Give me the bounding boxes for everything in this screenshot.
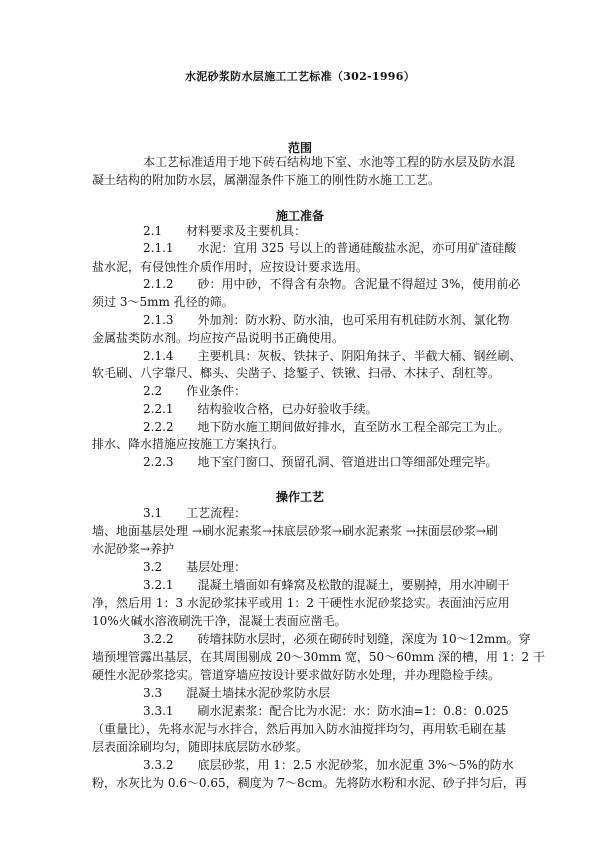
text-line: 2.2 作业条件： <box>143 384 247 398</box>
text-line: 须过 3～5mm 孔径的筛。 <box>92 295 234 309</box>
text-line: 10%火碱水溶液刷洗干净，混凝土表面应凿毛。 <box>92 614 347 628</box>
text-line: 3.1 工艺流程： <box>143 506 247 520</box>
text-line: 3.2 基层处理： <box>143 560 247 574</box>
text-line: 2.2.1 结构验收合格，已办好验收手续。 <box>143 402 378 416</box>
text-line: 排水、降水措施应按施工方案执行。 <box>92 437 285 451</box>
text-line: 2.1.3 外加剂：防水粉、防水油，也可采用有机硅防水剂、氯化物 <box>143 313 510 327</box>
text-line: 2.1.1 水泥：宜用 325 号以上的普通硅酸盐水泥，亦可用矿渣硅酸 <box>143 241 517 255</box>
text-line: 盐水泥，有侵蚀性介质作用时，应按设计要求选用。 <box>92 260 369 274</box>
text-line: 3.2.1 混凝土墙面如有蜂窝及松散的混凝土，要剔掉，用水冲刷干 <box>143 578 510 592</box>
text-line: 2.1.2 砂：用中砂，不得含有杂物。含泥量不得超过 3%，使用前必 <box>143 277 521 291</box>
text-line: 3.3.2 底层砂浆，用 1：2.5 水泥砂浆，加水泥重 3%～5%的防水 <box>143 758 514 772</box>
text-line: 软毛刷、八字靠尺、榔头、尖凿子、捻錾子、铁锹、扫帚、木抹子、刮杠等。 <box>92 366 501 380</box>
text-line: （重量比），先将水泥与水拌合，然后再加入防水油搅拌均匀，再用软毛刷在基 <box>92 722 507 736</box>
text-line: 水泥砂浆→养护 <box>92 542 175 556</box>
heading-preparation: 施工准备 <box>275 209 324 223</box>
text-line: 层表面涂刷均匀，随即抹底层防水砂浆。 <box>92 740 309 754</box>
text-line: 净，然后用 1：3 水泥砂浆抹平或用 1：2 干硬性水泥砂浆捻实。表面油污应用 <box>92 596 510 610</box>
text-line: 粉，水灰比为 0.6～0.65，稠度为 7～8cm。先将防水粉和水泥、砂子拌匀后，再 <box>92 776 527 790</box>
text-line: 2.1 材料要求及主要机具： <box>143 224 307 238</box>
text-line: 墙、地面基层处理 →刷水泥素浆→抹底层砂浆→刷水泥素浆 →抹面层砂浆→刷 <box>92 524 498 538</box>
text-line: 凝土结构的附加防水层，属潮湿条件下施工的刚性防水施工工艺。 <box>92 173 441 187</box>
heading-operations: 操作工艺 <box>275 490 324 504</box>
text-line: 2.2.3 地下室门窗口、预留孔洞、管道进出口等细部处理完毕。 <box>143 455 498 469</box>
text-line: 2.2.2 地下防水施工期间做好排水，直至防水工程全部完工为止。 <box>143 420 510 434</box>
heading-scope: 范围 <box>287 141 312 155</box>
document-title: 水泥砂浆防水层施工工艺标准（302-1996） <box>184 70 416 83</box>
text-line: 3.3 混凝土墙抹水泥砂浆防水层 <box>143 686 331 700</box>
text-line: 硬性水泥砂浆捻实。管道穿墙应按设计要求做好防水处理，并办理隐检手续。 <box>92 668 501 682</box>
text-line: 金属盐类防水剂。均应按产品说明书正确使用。 <box>92 331 345 345</box>
text-line: 墙预埋管露出基层，在其周围剔成 20～30mm 宽，50～60mm 深的槽，用 1：2 干 <box>92 650 545 664</box>
text-line: 2.1.4 主要机具：灰板、铁抹子、阴阳角抹子、半截大桶、钢丝刷、 <box>143 349 522 363</box>
text-line: 本工艺标准适用于地下砖石结构地下室、水池等工程的防水层及防水混 <box>143 155 516 169</box>
text-line: 3.2.2 砖墙抹防水层时，必须在砌砖时划缝，深度为 10～12mm。穿 <box>143 632 531 646</box>
text-line: 3.3.1 刷水泥素浆：配合比为水泥：水：防水油=1：0.8：0.025 <box>143 704 509 718</box>
